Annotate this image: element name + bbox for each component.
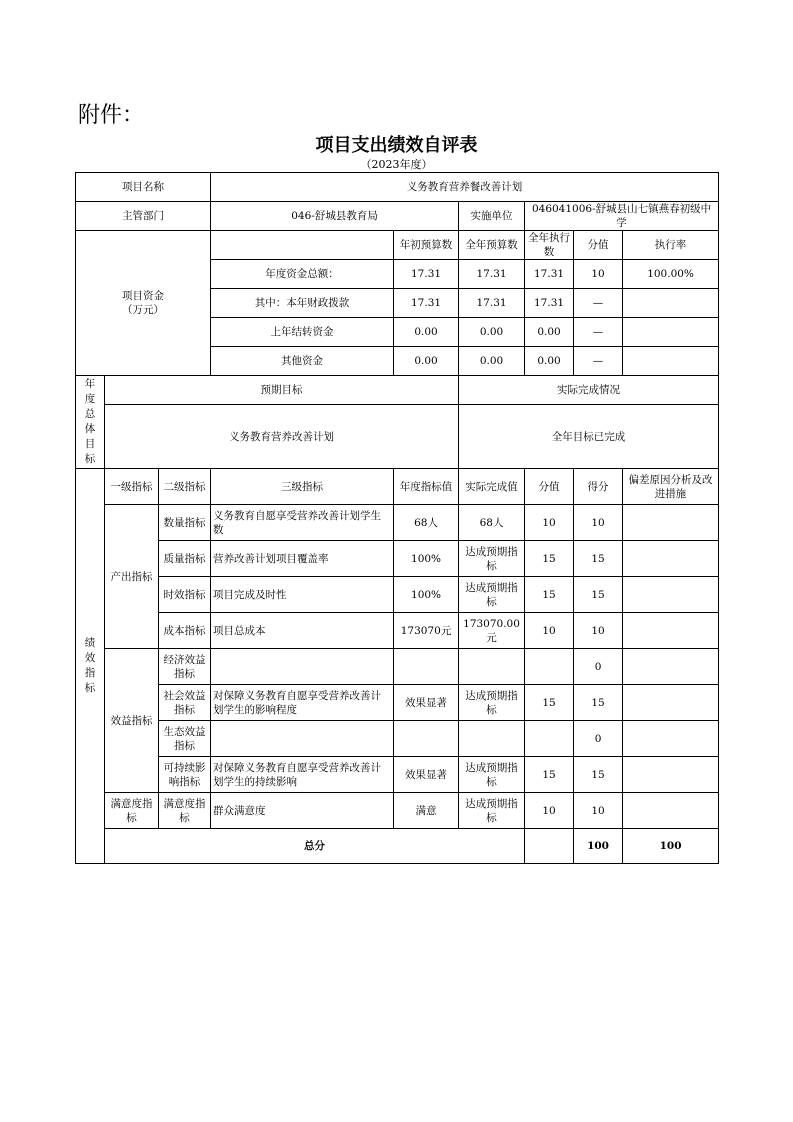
perf-score: 15 [574,541,623,577]
funds-cell: 17.31 [394,260,459,289]
perf-header: 实际完成值 [459,469,525,505]
funds-row-label: 年度资金总额： [211,260,394,289]
funds-cell: 17.31 [394,289,459,318]
perf-row [76,505,719,541]
goal-expected-header: 预期目标 [105,376,459,405]
perf-target [394,649,459,685]
perf-l2: 可持续影响指标 [159,757,211,793]
impl-value: 046041006-舒城县山七镇燕春初级中学 [525,202,719,231]
perf-header: 得分 [574,469,623,505]
perf-score: 15 [574,577,623,613]
project-name-label: 项目名称 [76,173,211,202]
total-row [76,829,719,864]
perf-l2: 成本指标 [159,613,211,649]
dept-value: 046-舒城县教育局 [211,202,459,231]
perf-l2: 时效指标 [159,577,211,613]
funds-cell: 17.31 [525,260,574,289]
perf-reason [623,793,719,829]
total-label: 总分 [105,829,525,864]
perf-score-value: 15 [525,685,574,721]
perf-l3 [211,721,394,757]
year-label: （2023年度） [360,158,433,171]
total-score: 100 [623,829,719,864]
perf-reason [623,649,719,685]
perf-header: 分值 [525,469,574,505]
funds-header-blank [211,231,394,260]
perf-header: 一级指标 [105,469,159,505]
perf-actual: 68人 [459,505,525,541]
perf-score: 15 [574,757,623,793]
funds-cell: 10 [574,260,623,289]
perf-target: 效果显著 [394,685,459,721]
perf-l3: 对保障义务教育自愿享受营养改善计划学生的持续影响 [211,757,394,793]
perf-score-value [525,721,574,757]
perf-l2: 满意度指标 [159,793,211,829]
perf-actual: 达成预期指标 [459,541,525,577]
perf-l3 [211,649,394,685]
perf-actual: 达成预期指标 [459,757,525,793]
perf-l3: 项目完成及时性 [211,577,394,613]
perf-l3: 群众满意度 [211,793,394,829]
perf-row [76,577,719,613]
perf-score-value: 15 [525,757,574,793]
perf-reason [623,685,719,721]
dept-row [76,202,719,231]
funds-cell: 17.31 [459,260,525,289]
perf-l2: 经济效益指标 [159,649,211,685]
funds-cell: 0.00 [459,318,525,347]
perf-reason [623,721,719,757]
funds-cell: — [574,318,623,347]
funds-cell: 100.00% [623,260,719,289]
perf-row [76,685,719,721]
funds-cell: 0.00 [525,347,574,376]
perf-header: 偏差原因分析及改进措施 [623,469,719,505]
funds-cell: 0.00 [459,347,525,376]
perf-actual: 达成预期指标 [459,685,525,721]
perf-reason [623,577,719,613]
perf-actual [459,721,525,757]
attachment-label: 附件： [78,103,145,128]
perf-target: 100% [394,541,459,577]
impl-label: 实施单位 [459,202,525,231]
project-name-row [76,173,719,202]
funds-label: 项目资金 （万元） [76,231,211,376]
perf-l2: 生态效益指标 [159,721,211,757]
goal-header-row [76,376,719,405]
project-name-value: 义务教育营养餐改善计划 [211,173,719,202]
total-blank [525,829,574,864]
perf-row [76,541,719,577]
funds-cell [623,347,719,376]
perf-l3: 营养改善计划项目覆盖率 [211,541,394,577]
funds-header: 年初预算数 [394,231,459,260]
benefit-label: 效益指标 [105,649,159,793]
perf-score: 10 [574,505,623,541]
funds-cell: 17.31 [525,289,574,318]
perf-l2: 社会效益指标 [159,685,211,721]
funds-cell: — [574,347,623,376]
perf-target: 100% [394,577,459,613]
goal-expected: 义务教育营养改善计划 [105,405,459,469]
output-label: 产出指标 [105,505,159,649]
funds-cell [623,318,719,347]
funds-cell [623,289,719,318]
perf-target [394,721,459,757]
perf-actual: 达成预期指标 [459,577,525,613]
perf-actual: 173070.00元 [459,613,525,649]
perf-target: 68人 [394,505,459,541]
perf-l3: 项目总成本 [211,613,394,649]
goal-label: 年度总体目标 [76,376,105,469]
dept-label: 主管部门 [76,202,211,231]
funds-cell: 0.00 [394,318,459,347]
perf-row [76,721,719,757]
funds-header: 全年执行数 [525,231,574,260]
funds-header: 分值 [574,231,623,260]
funds-cell: 17.31 [459,289,525,318]
funds-cell: — [574,289,623,318]
perf-header-row [76,469,719,505]
perf-l3: 对保障义务教育自愿享受营养改善计划学生的影响程度 [211,685,394,721]
perf-actual: 达成预期指标 [459,793,525,829]
perf-row [76,757,719,793]
perf-score-value [525,649,574,685]
perf-score: 10 [574,613,623,649]
funds-header-row [76,231,719,260]
funds-row-label: 其中：本年财政拨款 [211,289,394,318]
perf-reason [623,613,719,649]
perf-score-value: 10 [525,613,574,649]
perf-score-value: 10 [525,793,574,829]
funds-row-label: 上年结转资金 [211,318,394,347]
funds-header: 全年预算数 [459,231,525,260]
perf-score: 10 [574,793,623,829]
evaluation-table [75,172,719,864]
goal-actual-header: 实际完成情况 [459,376,719,405]
funds-cell: 0.00 [394,347,459,376]
perf-reason [623,505,719,541]
perf-score: 0 [574,649,623,685]
funds-row-label: 其他资金 [211,347,394,376]
funds-cell: 0.00 [525,318,574,347]
funds-header: 执行率 [623,231,719,260]
goal-row [76,405,719,469]
perf-target: 满意 [394,793,459,829]
total-score-value: 100 [574,829,623,864]
perf-header: 年度指标值 [394,469,459,505]
perf-reason [623,541,719,577]
perf-l2: 质量指标 [159,541,211,577]
perf-row [76,613,719,649]
perf-header: 三级指标 [211,469,394,505]
perf-actual [459,649,525,685]
perf-target: 173070元 [394,613,459,649]
perf-score-value: 15 [525,541,574,577]
satisfaction-label: 满意度指标 [105,793,159,829]
goal-actual: 全年目标已完成 [459,405,719,469]
perf-score-value: 10 [525,505,574,541]
perf-l3: 义务教育自愿享受营养改善计划学生数 [211,505,394,541]
perf-reason [623,757,719,793]
perf-target: 效果显著 [394,757,459,793]
perf-row [76,793,719,829]
perf-score: 15 [574,685,623,721]
perf-row [76,649,719,685]
perf-l2: 数量指标 [159,505,211,541]
perf-score-value: 15 [525,577,574,613]
perf-label: 绩效指标 [76,469,105,864]
perf-score: 0 [574,721,623,757]
perf-header: 二级指标 [159,469,211,505]
page-title: 项目支出绩效自评表 [315,135,478,156]
